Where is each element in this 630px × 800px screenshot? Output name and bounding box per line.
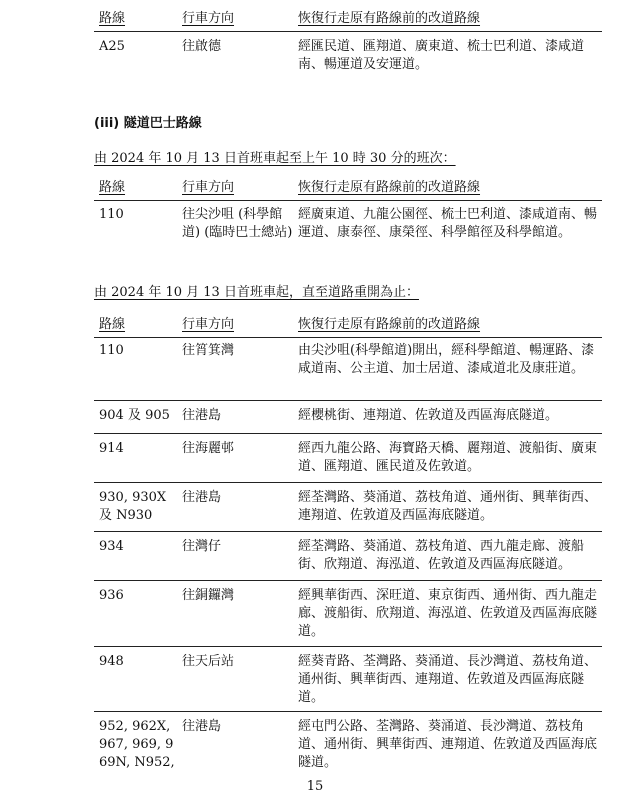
table-divider <box>94 31 602 32</box>
table-row-direction: 往海麗邨 <box>182 441 235 456</box>
table-row-route: 934 <box>99 539 124 554</box>
table-row-direction: 往啟德 <box>182 39 222 54</box>
table-row-direction: 往港島 <box>182 719 222 734</box>
table-row-direction: 往港島 <box>182 490 222 505</box>
page-number: 15 <box>306 779 324 794</box>
table-row-route: 936 <box>99 588 124 603</box>
table-row-direction: 往天后站 <box>182 654 235 669</box>
table-row-detail: 經廣東道、九龍公園徑、梳士巴利道、漆咸道南、暢運道、康泰徑、康榮徑、科學館徑及科學館道。 <box>298 207 598 240</box>
table-row-direction: 往港島 <box>182 408 222 423</box>
table-row-detail: 經西九龍公路、海寶路天橋、麗翔道、渡船街、廣東道、匯翔道、匯民道及佐敦道。 <box>298 441 598 474</box>
subsection-heading: 由 2024 年 10 月 13 日首班車起，直至道路重開為止： <box>94 285 419 300</box>
table-divider <box>94 711 602 712</box>
table-row-detail: 經屯門公路、荃灣路、葵涌道、長沙灣道、荔枝角道、通州街、興華街西、連翔道、佐敦道及西區海底隧道。 <box>298 719 598 770</box>
table-row-route: 930, 930X 及 N930 <box>99 490 167 523</box>
column-header-direction: 行車方向 <box>182 317 235 332</box>
table-divider <box>94 433 602 434</box>
table-row-route: 914 <box>99 441 124 456</box>
table-row-route: 952, 962X, 967, 969, 969N, N952, <box>99 719 175 770</box>
column-header-direction: 行車方向 <box>182 11 235 26</box>
column-header-route: 路線 <box>99 180 126 195</box>
table-row-direction: 往灣仔 <box>182 539 222 554</box>
column-header-detail: 恢復行走原有路線前的改道路線 <box>298 11 481 26</box>
table-row-route: 110 <box>99 343 124 358</box>
table-divider <box>94 337 602 338</box>
column-header-detail: 恢復行走原有路線前的改道路線 <box>298 317 481 332</box>
table-row-route: 948 <box>99 654 124 669</box>
table-row-direction: 往尖沙咀 (科學館道) (臨時巴士總站) <box>182 207 293 240</box>
table-divider <box>94 531 602 532</box>
table-row-route: 110 <box>99 207 124 222</box>
column-header-direction: 行車方向 <box>182 180 235 195</box>
table-divider <box>94 200 602 201</box>
table-row-detail: 經櫻桃街、連翔道、佐敦道及西區海底隧道。 <box>298 408 559 423</box>
table-row-route: A25 <box>99 39 125 54</box>
table-divider <box>94 482 602 483</box>
table-row-route: 904 及 905 <box>99 408 170 423</box>
table-row-detail: 由尖沙咀(科學館道)開出，經科學館道、暢運路、漆咸道南、公主道、加士居道、漆咸道北及康莊道。 <box>298 343 595 376</box>
table-divider <box>94 400 602 401</box>
table-row-detail: 經興華街西、深旺道、東京街西、通州街、西九龍走廊、渡船街、欣翔道、海泓道、佐敦道及西區海底隧道。 <box>298 588 598 639</box>
column-header-route: 路線 <box>99 11 126 26</box>
table-row-detail: 經荃灣路、葵涌道、荔枝角道、通州街、興華街西、連翔道、佐敦道及西區海底隧道。 <box>298 490 598 523</box>
subsection-heading: 由 2024 年 10 月 13 日首班車起至上午 10 時 30 分的班次： <box>94 151 456 166</box>
table-divider <box>94 580 602 581</box>
table-row-detail: 經葵青路、荃灣路、葵涌道、長沙灣道、荔枝角道、通州街、興華街西、連翔道、佐敦道及西區海底隧道。 <box>298 654 598 705</box>
table-row-detail: 經匯民道、匯翔道、廣東道、梳士巴利道、漆咸道南、暢運道及安運道。 <box>298 39 585 72</box>
table-row-detail: 經荃灣路、葵涌道、荔枝角道、西九龍走廊、渡船街、欣翔道、海泓道、佐敦道及西區海底隧道。 <box>298 539 585 572</box>
table-row-direction: 往銅鑼灣 <box>182 588 235 603</box>
column-header-route: 路線 <box>99 317 126 332</box>
table-divider <box>94 646 602 647</box>
column-header-detail: 恢復行走原有路線前的改道路線 <box>298 180 481 195</box>
section-title: (iii) 隧道巴士路線 <box>94 116 202 131</box>
table-row-direction: 往筲箕灣 <box>182 343 235 358</box>
